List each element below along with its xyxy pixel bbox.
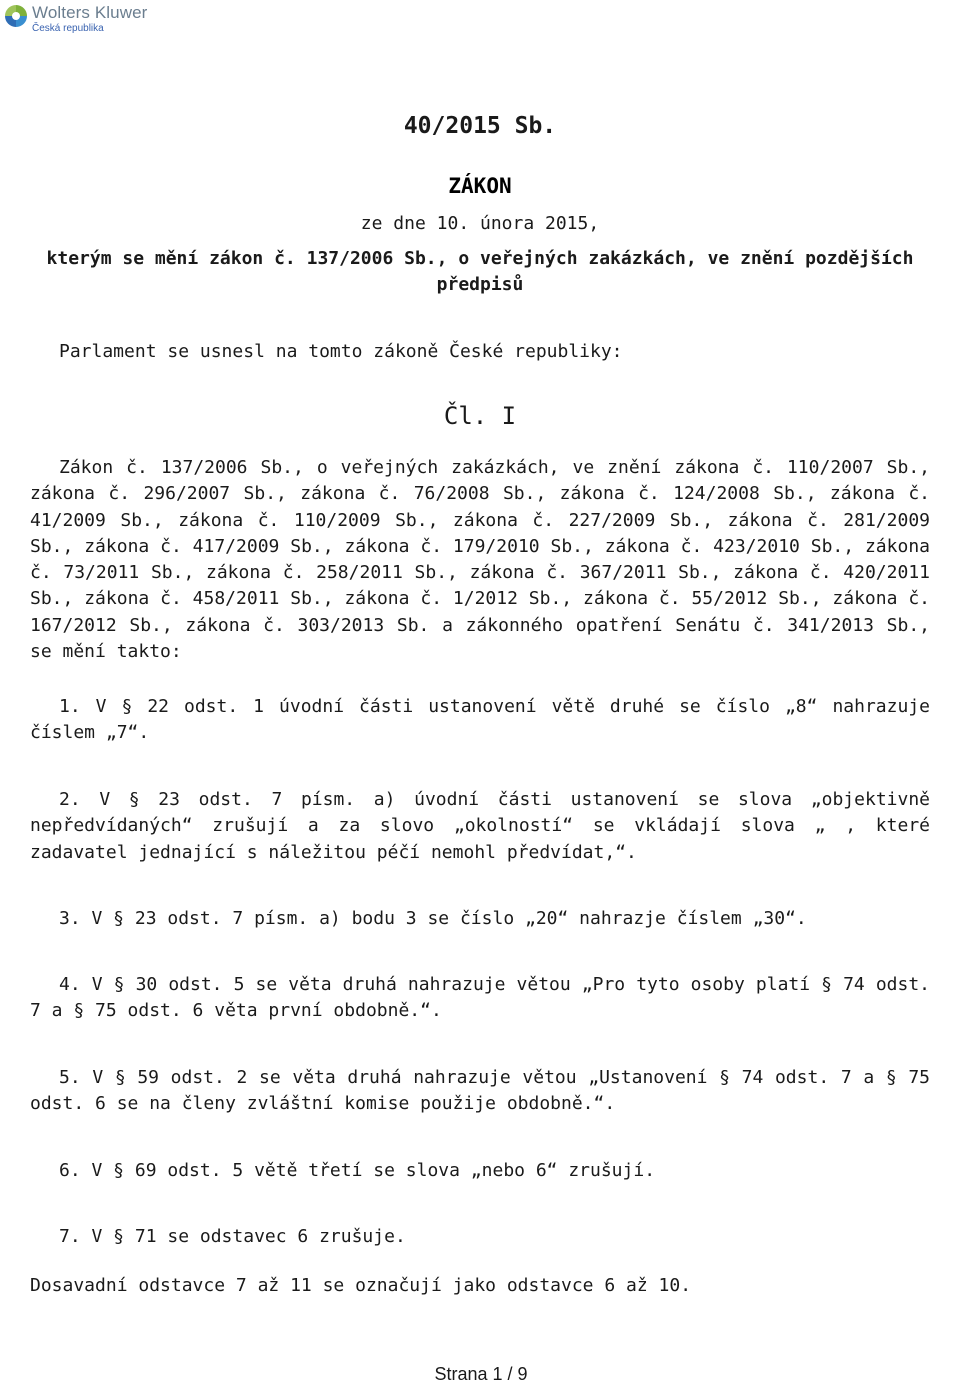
point-5: 5. V § 59 odst. 2 se věta druhá nahrazuje větou „Ustanovení § 74 odst. 7 a § 75 odst. 6 se na členy zvláštní komise použije obdobně.“. xyxy=(30,1067,930,1115)
wolters-kluwer-logo-icon xyxy=(4,4,28,28)
point-4: 4. V § 30 odst. 5 se věta druhá nahrazuje větou „Pro tyto osoby platí § 74 odst. 7 a § 75 odst. 6 věta první obdobně.“. xyxy=(30,974,930,1022)
document-subject: kterým se mění zákon č. 137/2006 Sb., o veřejných zakázkách, ve znění pozdějších předpisů xyxy=(46,248,914,295)
point-3: 3. V § 23 odst. 7 písm. a) bodu 3 se číslo „20“ nahrazje číslem „30“. xyxy=(59,908,807,929)
amendment-body: Zákon č. 137/2006 Sb., o veřejných zakázkách, ve znění zákona č. 110/2007 Sb., zákona č. 296/2007 Sb., zákona č. 76/2008 Sb., zákona č. 124/2008 Sb., zákona č. 41/2009 Sb., zákona č. 110/2009 Sb., zákona č. 227/2009 Sb., zákona č. 281/2009 Sb., zákona č. 417/2009 Sb., zákona č. 179/2010 Sb., zákona č. 423/2010 Sb., zákona č. 73/2011 Sb., zákona č. 258/2011 Sb., zákona č. 367/2011 Sb., zákona č. 420/2011 Sb., zákona č. 458/2011 Sb., zákona č. 1/2012 Sb., zákona č. 55/2012 Sb., zákona č. 167/2012 Sb., zákona č. 303/2013 Sb. a zákonného opatření Senátu č. 341/2013 Sb., se mění takto: xyxy=(30,457,930,663)
article-heading: Čl. I xyxy=(443,402,517,430)
document-number: 40/2015 Sb. xyxy=(403,113,557,139)
publisher-logo xyxy=(4,4,147,34)
document-date: ze dne 10. února 2015, xyxy=(360,213,600,234)
point-6: 6. V § 69 odst. 5 větě třetí se slova „nebo 6“ zrušují. xyxy=(59,1160,656,1181)
point-7: 7. V § 71 se odstavec 6 zrušuje. xyxy=(59,1226,406,1247)
document-type: ZÁKON xyxy=(448,174,512,198)
brand-subtitle: Česká republika xyxy=(32,23,104,34)
brand-name: Wolters Kluwer xyxy=(32,3,148,22)
closing-paragraph: Dosavadní odstavce 7 až 11 se označují jako odstavce 6 až 10. xyxy=(30,1275,692,1296)
point-1: 1. V § 22 odst. 1 úvodní části ustanovení větě druhé se číslo „8“ nahrazuje číslem „7“. xyxy=(30,696,930,744)
page-number: Strana 1 / 9 xyxy=(434,1364,528,1384)
intro-paragraph: Parlament se usnesl na tomto zákoně České republiky: xyxy=(59,341,623,362)
point-2: 2. V § 23 odst. 7 písm. a) úvodní části ustanovení se slova „objektivně nepředvídaných“ zrušují a za slovo „okolností“ se vkládají slova „ , které zadavatel jednající s náležitou péčí nemohl předvídat,“. xyxy=(30,789,930,863)
